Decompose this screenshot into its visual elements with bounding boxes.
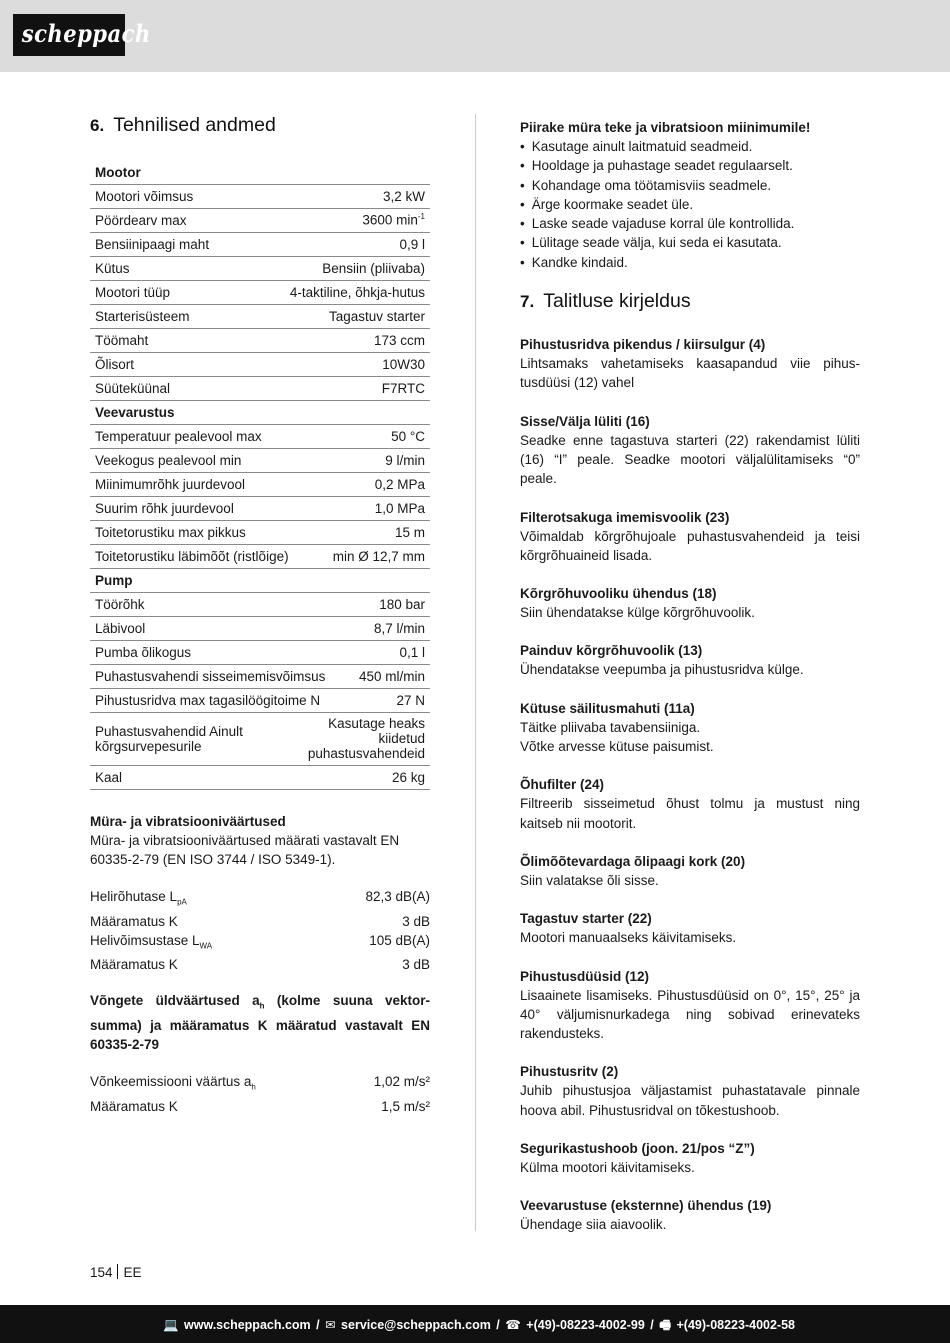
spec-value: F7RTC [381, 380, 425, 396]
spec-row [90, 593, 430, 617]
spec-row [90, 329, 430, 353]
spec-label: Toitetorustiku max pikkus [95, 524, 246, 540]
email-icon: ✉ [325, 1318, 336, 1332]
measurement-label: Helirõhutase $L_{pA}$ [90, 889, 187, 907]
measurement-value: 1,02 m/s² [373, 1074, 430, 1090]
spec-label: Puhastusvahendi sisseimemisvõimsus [95, 668, 326, 684]
spec-row [90, 521, 430, 545]
left-column [90, 114, 430, 1116]
contact-separator: / [312, 1318, 324, 1332]
spec-row [90, 473, 430, 497]
feature-title: Painduv kõrgrõhuvoolik (13) [520, 643, 703, 659]
measurement-label: Määramatus K [90, 1098, 178, 1114]
spec-value: 10W30 [382, 356, 425, 372]
measurement-value: 3 dB [402, 957, 430, 973]
contact-separator: / [646, 1318, 658, 1332]
page-number: 154 [90, 1265, 113, 1280]
spec-value: 50 °C [391, 428, 425, 444]
function-description [520, 335, 860, 1235]
spec-value-sup: -1 [417, 212, 425, 222]
contact-text: www.scheppach.com [180, 1318, 311, 1332]
spec-row [90, 257, 430, 281]
spec-label: Süüteküünal [95, 380, 171, 396]
spec-label: Toitetorustiku läbimõõt (ristlõige) [95, 548, 289, 564]
header-bar [0, 0, 950, 72]
spec-value: 0,9 l [399, 236, 425, 252]
spec-label: Pihustusridva max tagasilöögitoime N [95, 692, 321, 708]
list-item: • Hooldage ja puhastage seadet regulaarselt. [520, 156, 860, 175]
spec-value: 1,0 MPa [374, 500, 425, 516]
measurement-label: Helivõimsustase $L_{WA}$ [90, 932, 213, 951]
feature-text: Ühendage siia aiavoolik. [520, 1217, 667, 1233]
measurement-value: 105 dB(A) [369, 932, 430, 948]
feature-text: Võimaldab kõrgrõhujoale puhastusvahendeid ja teisi kõrgrõhuaineid lisada. [520, 528, 860, 563]
spec-group-title: Veevarustus [95, 404, 175, 420]
spec-value: 3600 $\min^{-1}$ [362, 212, 425, 228]
feature-text: Seadke enne tagastuva starteri (22) rakendamist lüliti (16) “I” peale. Seadke mootori väljalülitamiseks “0” peale. [520, 432, 860, 487]
measurement-row [90, 931, 430, 956]
list-item: • Laske seade vajaduse korral üle kontrollida. [520, 214, 860, 233]
spec-value: 450 ml/min [358, 668, 425, 684]
spec-row [90, 425, 430, 449]
measurement-sub: pA [177, 897, 187, 907]
measurement-row [90, 912, 430, 931]
measurement-value: 82,3 dB(A) [365, 889, 430, 904]
feature-text: Lisaainete lisamiseks. Pihustusdüüsid on 0°, 15°, 25° ja 40° väljumisnurkadega ning sobivad erinevateks rakendusteks. [520, 987, 860, 1042]
feature-text: Ühendatakse veepumba ja pihustusridva külge. [520, 662, 804, 678]
spec-value: 3,2 kW [382, 188, 425, 204]
contact-text: +(49)-08223-4002-58 [673, 1318, 795, 1332]
spec-value: 4-taktiline, õhkja-hutus [289, 284, 425, 300]
spec-label: Õlisort [95, 356, 135, 372]
spec-value: Tagastuv starter [328, 308, 425, 324]
language-code: EE [123, 1265, 142, 1280]
list-item: • Kandke kindaid. [520, 253, 860, 272]
spec-value: Kasutage heaks kiidetud puhastusvahendeid [307, 716, 425, 761]
spec-label: Suurim rõhk juurdevool [95, 500, 234, 516]
spec-value: 180 bar [379, 596, 425, 612]
spec-row [90, 497, 430, 521]
feature-title: Veevarustuse (eksternne) ühendus (19) [520, 1198, 772, 1214]
feature-title: Segurikastushoob (joon. 21/pos “Z”) [520, 1141, 755, 1157]
feature-title: Pihustusdüüsid (12) [520, 968, 650, 984]
feature-title: Pihustusridva pikendus / kiirsulgur (4) [520, 337, 766, 353]
list-item: • Kohandage oma töötamisviis seadmele. [520, 176, 860, 195]
feature-title: Õlimõõtevardaga õlipaagi kork (20) [520, 853, 746, 869]
spec-value: 0,2 MPa [374, 476, 425, 492]
scheppach-logo: scheppach [13, 14, 125, 56]
spec-value: 0,1 l [399, 644, 425, 660]
spec-value: 173 ccm [373, 332, 425, 348]
spec-row [90, 209, 430, 233]
spec-row [90, 665, 430, 689]
contact-info [162, 1316, 796, 1337]
contact-separator: / [492, 1318, 504, 1332]
spec-group-header [90, 161, 430, 185]
footer-separator [117, 1264, 118, 1279]
spec-label: Temperatuur pealevool max [95, 428, 262, 444]
limit-noise-title: Piirake müra teke ja vibratsioon miinimumile! [520, 120, 811, 135]
feature-text: Täitke pliivaba tavabensiiniga. Võtke arvesse kütuse paisumist. [520, 719, 714, 755]
spec-value: min Ø 12,7 mm [332, 548, 425, 564]
measurement-sub: h [251, 1082, 256, 1092]
measurement-label: Määramatus K [90, 913, 178, 929]
spec-row [90, 689, 430, 713]
spec-group-title: Mootor [95, 164, 141, 180]
spec-label: Pumba õlikogus [95, 644, 192, 660]
spec-row [90, 545, 430, 569]
spec-row [90, 449, 430, 473]
spec-row [90, 305, 430, 329]
spec-row [90, 281, 430, 305]
spec-row [90, 641, 430, 665]
computer-icon: 💻 [162, 1318, 179, 1332]
contact-text: service@scheppach.com [337, 1318, 491, 1332]
section-7-heading: 7. Talitluse kirjeldus [520, 290, 691, 313]
vibration-title: Võngete üldväärtused $a_h$ (kolme suuna vektorsumma) ja määramatus K määratud vastavalt EN 60335-2-79 [90, 993, 430, 1053]
spec-label: Pöördearv max [95, 212, 187, 228]
spec-label: Veekogus pealevool min [95, 452, 242, 468]
spec-row [90, 233, 430, 257]
spec-row [90, 377, 430, 401]
section-6-heading: 6. Tehnilised andmed [90, 114, 276, 136]
noise-text: Müra- ja vibratsiooniväärtused määrati vastavalt EN 60335-2-79 (EN ISO 3744 / ISO 5349-1). [90, 833, 400, 867]
spec-label: Mootori võimsus [95, 188, 194, 204]
spec-value: 8,7 l/min [373, 620, 425, 636]
noise-title: Müra- ja vibratsiooniväärtused [90, 814, 286, 829]
spec-label: Starterisüsteem [95, 308, 190, 324]
measurement-row [90, 887, 430, 912]
spec-value: 27 N [396, 692, 425, 708]
spec-group-header [90, 401, 430, 425]
spec-row [90, 617, 430, 641]
spec-label: Miinimumrõhk juurdevool [95, 476, 246, 492]
spec-row [90, 353, 430, 377]
spec-value: 15 m [394, 524, 425, 540]
feature-title: Sisse/Välja lüliti (16) [520, 413, 650, 429]
contact-text: +(49)-08223-4002-99 [522, 1318, 645, 1332]
list-item: • Ärge koormake seadet üle. [520, 195, 860, 214]
noise-values [90, 887, 430, 974]
column-divider [475, 114, 476, 1231]
spec-row [90, 713, 430, 766]
feature-text: Juhib pihustusjoa väljastamist puhastatavale pinnale hoova abil. Pihustusridval on tõkestushoob. [520, 1083, 860, 1118]
measurement-value: 1,5 m/s² [381, 1098, 430, 1114]
spec-label: Töörõhk [95, 596, 145, 612]
spec-label: Läbivool [95, 620, 146, 636]
spec-group-title: Pump [95, 572, 133, 588]
spec-label: Puhastusvahendid Ainult kõrgsurvepesurile [95, 723, 243, 754]
contact-bar [0, 1305, 950, 1343]
measurement-value: 3 dB [402, 913, 430, 929]
measurement-row [90, 955, 430, 974]
spec-label: Bensiinipaagi maht [95, 236, 210, 252]
feature-title: Kütuse säilitusmahuti (11a) [520, 700, 695, 716]
list-item: • Lülitage seade välja, kui seda ei kasutata. [520, 233, 860, 252]
page-footer [90, 1264, 142, 1280]
spec-group-header [90, 569, 430, 593]
feature-text: Lihtsamaks vahetamiseks kaasapandud viie pihustusdüüsi (12) vahel [520, 356, 860, 391]
list-item: • Kasutage ainult laitmatuid seadmeid. [520, 137, 860, 156]
measurement-row [90, 1097, 430, 1116]
spec-value: 9 l/min [385, 452, 425, 468]
spec-row [90, 185, 430, 209]
phone-icon: ☎ [505, 1318, 521, 1332]
feature-text: Mootori manuaalseks käivitamiseks. [520, 930, 737, 946]
spec-label: Kütus [95, 260, 130, 276]
feature-title: Kõrgrõhuvooliku ühendus (18) [520, 586, 717, 602]
measurement-label: Võnkeemissiooni väärtus $a_h$ [90, 1074, 256, 1092]
measurement-label: Määramatus K [90, 957, 178, 973]
measurement-row [90, 1072, 430, 1097]
spec-value: Bensiin (pliivaba) [322, 260, 425, 276]
spec-row [90, 766, 430, 790]
feature-text: Siin valatakse õli sisse. [520, 872, 659, 888]
feature-text: Külma mootori käivitamiseks. [520, 1160, 695, 1176]
spec-value: 26 kg [391, 769, 425, 785]
measurement-sub: WA [199, 941, 213, 951]
spec-label: Töömaht [95, 332, 149, 348]
feature-title: Filterotsakuga imemisvoolik (23) [520, 509, 730, 525]
right-column [520, 120, 860, 1235]
feature-title: Tagastuv starter (22) [520, 911, 652, 927]
spec-label: Kaal [95, 769, 123, 785]
feature-title: Pihustusritv (2) [520, 1064, 619, 1080]
limit-noise-list [520, 137, 860, 272]
feature-text: Siin ühendatakse külge kõrgrõhuvoolik. [520, 605, 755, 621]
feature-text: Filtreerib sisseimetud õhust tolmu ja mustust ning kaitseb nii mootorit. [520, 796, 860, 831]
technical-data-table [90, 161, 430, 790]
feature-title: Õhufilter (24) [520, 777, 605, 793]
fax-icon: 🖷 [659, 1318, 672, 1332]
spec-label: Mootori tüüp [95, 284, 171, 300]
vibration-values [90, 1072, 430, 1116]
